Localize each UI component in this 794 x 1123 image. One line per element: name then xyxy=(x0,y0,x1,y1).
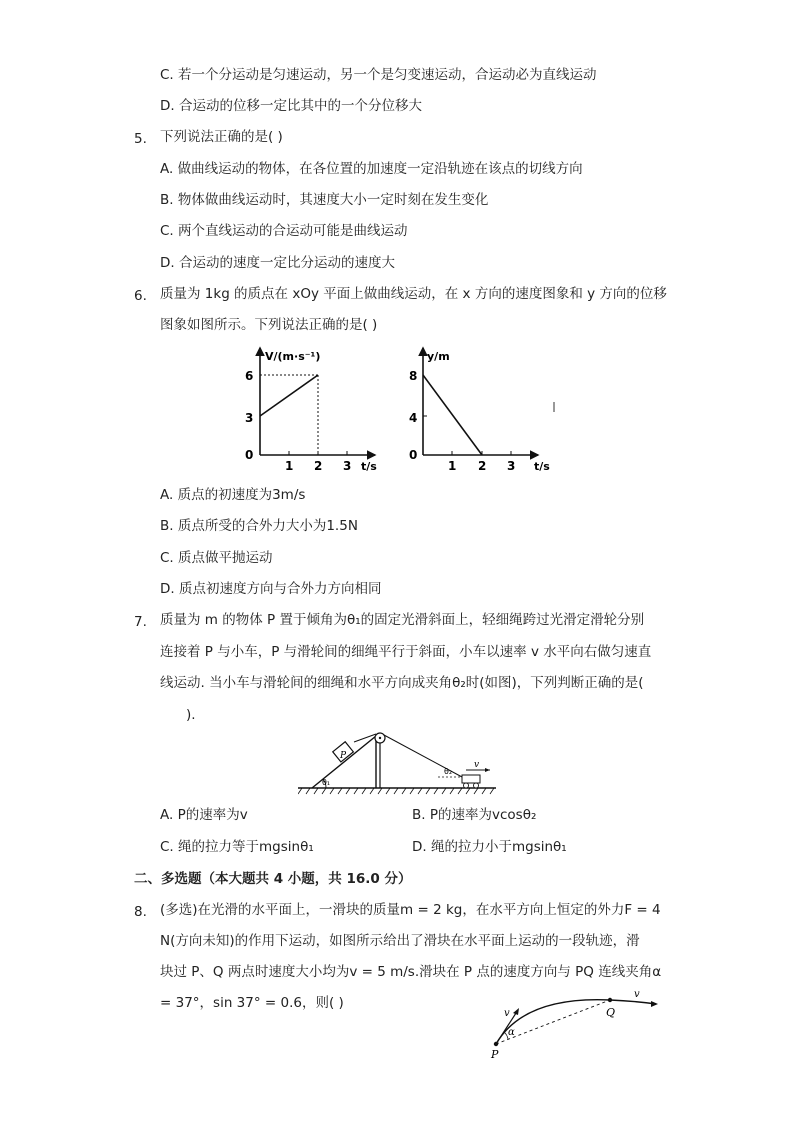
q8-line2: N(方向未知)的作用下运动，如图所示给出了滑块在水平面上运动的一段轨迹，滑 xyxy=(160,933,640,949)
q8-velocity-at-p-arrowhead xyxy=(513,1008,519,1015)
q7-theta2-label: θ₂ xyxy=(444,767,453,776)
q6-v-xtick-2: 2 xyxy=(314,459,323,473)
q6-option-d: D. 质点初速度方向与合外力方向相同 xyxy=(160,581,382,597)
q6-v-ylabel: V/(m·s⁻¹) xyxy=(265,350,321,363)
q7-stem-line2: 连接着 P 与小车，P 与滑轮间的细绳平行于斜面，小车以速率 v 水平向右做匀速直 xyxy=(160,644,652,660)
q6-v-xlabel: t/s xyxy=(361,460,377,473)
q7-cart-wheel-1 xyxy=(464,783,469,788)
q7-block-p-label: P xyxy=(340,751,347,761)
q6-y-ytick-0: 0 xyxy=(409,448,418,462)
q8-point-q xyxy=(608,998,612,1002)
q7-velocity-arrowhead xyxy=(485,768,490,772)
q6-stem-line2: 图象如图所示。下列说法正确的是( ) xyxy=(160,317,378,333)
q8-alpha-label: α xyxy=(508,1027,515,1038)
q7-option-b: B. P的速率为vcosθ₂ xyxy=(412,807,537,823)
q5-option-a: A. 做曲线运动的物体，在各位置的加速度一定沿轨迹在该点的切线方向 xyxy=(160,161,583,177)
q7-option-d: D. 绳的拉力小于mgsinθ₁ xyxy=(412,839,567,855)
q7-option-c: C. 绳的拉力等于mgsinθ₁ xyxy=(160,839,314,855)
q6-v-line xyxy=(260,375,318,416)
q8-p-label: P xyxy=(491,1048,499,1061)
q6-v-xtick-1: 1 xyxy=(285,459,294,473)
q6-option-a: A. 质点的初速度为3m/s xyxy=(160,487,306,503)
q4-option-c: C. 若一个分运动是匀速运动，另一个是匀变速运动，合运动必为直线运动 xyxy=(160,67,597,83)
q8-line1: (多选)在光滑的水平面上，一滑块的质量m = 2 kg，在水平方向上恒定的外力F = 4 xyxy=(160,902,661,918)
q4-option-d: D. 合运动的位移一定比其中的一个分位移大 xyxy=(160,98,422,114)
q7-cart-wheel-2 xyxy=(474,783,479,788)
q8-trajectory-curve xyxy=(496,1000,656,1044)
q8-trajectory-figure xyxy=(484,986,664,1062)
q7-stem-line1: 质量为 m 的物体 P 置于倾角为θ₁的固定光滑斜面上，轻细绳跨过光滑定滑轮分别 xyxy=(160,612,645,628)
q5-option-b: B. 物体做曲线运动时，其速度大小一定时刻在发生变化 xyxy=(160,192,489,208)
q7-incline-figure xyxy=(298,728,498,800)
q6-y-xtick-2: 2 xyxy=(478,459,487,473)
q6-stem-line1: 质量为 1kg 的质点在 xOy 平面上做曲线运动，在 x 方向的速度图象和 y 方向的位移 xyxy=(160,286,667,302)
q8-number: 8. xyxy=(134,904,147,920)
q6-y-ytick-8: 8 xyxy=(409,369,418,383)
q7-pulley-axle xyxy=(379,737,381,739)
q8-q-label: Q xyxy=(606,1006,616,1019)
q6-option-b: B. 质点所受的合外力大小为1.5N xyxy=(160,518,358,534)
q7-stem-line4: ). xyxy=(186,707,196,723)
q6-y-xtick-1: 1 xyxy=(448,459,457,473)
q8-line4: = 37°，sin 37° = 0.6，则( ) xyxy=(160,995,344,1011)
q6-v-ytick-0: 0 xyxy=(245,448,254,462)
q6-y-xtick-3: 3 xyxy=(507,459,516,473)
stray-mark xyxy=(553,402,555,412)
q6-v-ytick-6: 6 xyxy=(245,369,254,383)
q8-trajectory-arrowhead xyxy=(651,1001,658,1007)
q8-v-label-q: v xyxy=(634,989,640,1000)
q6-velocity-graph xyxy=(235,340,380,475)
q5-option-d: D. 合运动的速度一定比分运动的速度大 xyxy=(160,255,395,271)
q8-point-p xyxy=(494,1042,498,1046)
q6-y-ytick-4: 4 xyxy=(409,411,418,425)
q7-stem-line3: 线运动. 当小车与滑轮间的细绳和水平方向成夹角θ₂时(如图)，下列判断正确的是( xyxy=(160,675,644,691)
q6-number: 6. xyxy=(134,288,147,304)
q6-v-ytick-3: 3 xyxy=(245,411,254,425)
q5-option-c: C. 两个直线运动的合运动可能是曲线运动 xyxy=(160,223,408,239)
q6-position-graph xyxy=(398,340,558,475)
q5-number: 5. xyxy=(134,131,147,147)
q7-ground-hatching xyxy=(298,788,494,794)
q7-cart xyxy=(462,775,480,783)
q7-v-label: v xyxy=(474,760,480,770)
q7-theta1-label: θ₁ xyxy=(322,778,331,787)
q6-y-line xyxy=(423,375,482,455)
q5-stem: 下列说法正确的是( ) xyxy=(160,129,283,145)
q6-y-ylabel: y/m xyxy=(427,350,450,363)
q8-v-label-p: v xyxy=(504,1008,510,1019)
q8-line3: 块过 P、Q 两点时速度大小均为v = 5 m/s.滑块在 P 点的速度方向与 PQ 连线夹角α xyxy=(160,964,662,980)
q7-option-a: A. P的速率为v xyxy=(160,807,248,823)
q7-number: 7. xyxy=(134,614,147,630)
section-2-heading: 二、多选题（本大题共 4 小题，共 16.0 分） xyxy=(134,871,412,887)
q6-v-xtick-3: 3 xyxy=(343,459,352,473)
q6-option-c: C. 质点做平抛运动 xyxy=(160,550,273,566)
q6-y-xlabel: t/s xyxy=(534,460,550,473)
